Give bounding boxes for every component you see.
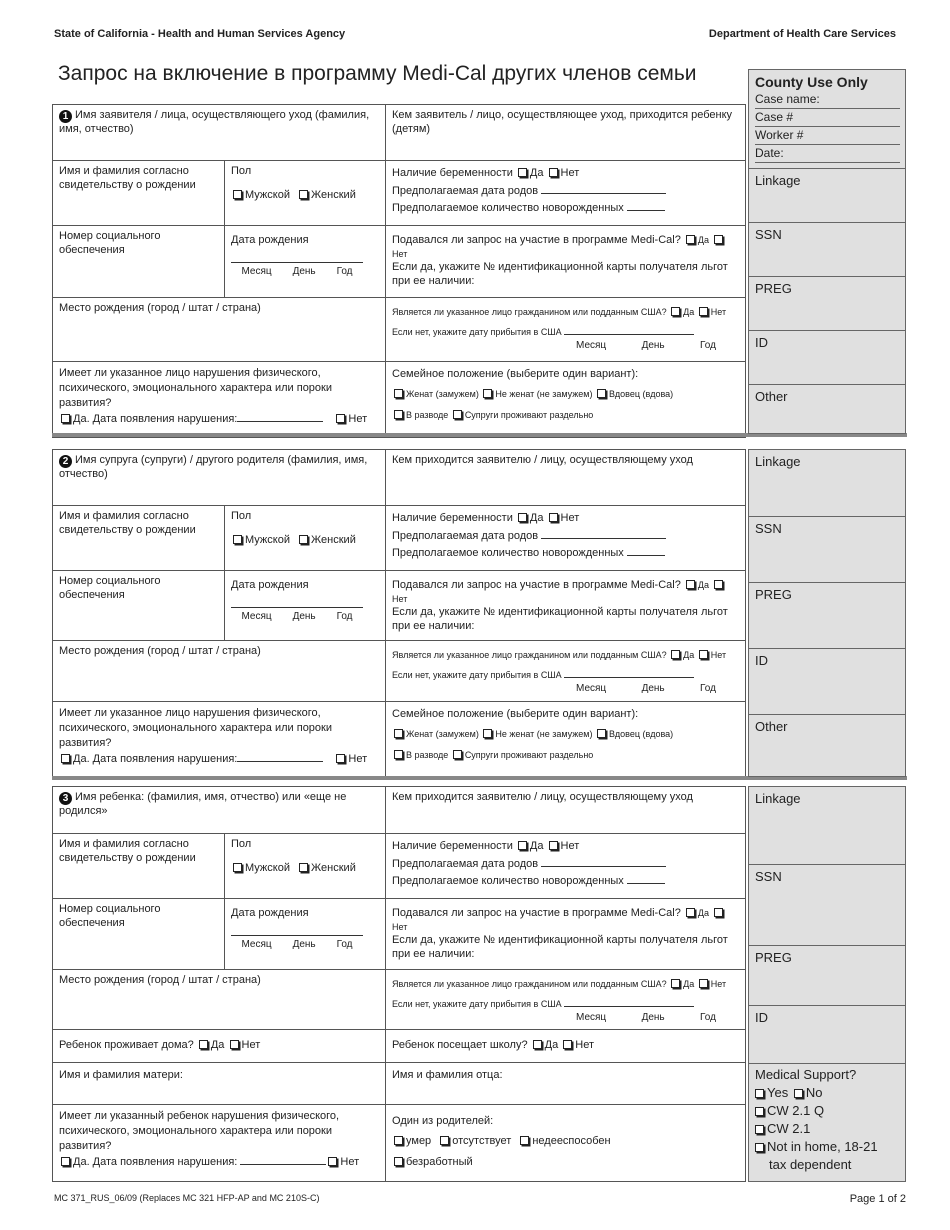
relation-label: Кем заявитель / лицо, осуществляющее уход, приходится ребенку (детям) (392, 109, 733, 135)
no-label: Нет (392, 248, 408, 259)
pregnancy-yes-checkbox[interactable] (518, 513, 527, 522)
unemployed-label: безработный (406, 1156, 473, 1168)
sex-label: Пол (231, 165, 252, 177)
day-label: День (641, 340, 665, 351)
yes-label: Да (683, 650, 695, 660)
page-title: Запрос на включение в программу Medi-Cal других членов семьи (58, 62, 697, 85)
agency-name: State of California - Health and Human Services Agency (54, 28, 346, 40)
father-name-label: Имя и фамилия отца: (392, 1069, 503, 1081)
yes-label: Да (697, 235, 710, 245)
separated-label: Супруги проживают раздельно (464, 750, 594, 760)
unemployed-checkbox[interactable] (394, 1157, 403, 1166)
month-label: Месяц (576, 683, 607, 694)
linkage-cell[interactable]: Linkage (755, 791, 801, 806)
no-label: Нет (710, 979, 727, 989)
arrival-field[interactable] (564, 334, 694, 335)
pregnancy-label: Наличие беременности (392, 840, 513, 852)
id-cell[interactable]: ID (749, 330, 905, 384)
yes-label: Да (544, 1039, 559, 1051)
babies-field[interactable] (627, 883, 665, 884)
medi-cal-no-checkbox[interactable] (714, 908, 723, 917)
male-checkbox[interactable] (233, 190, 242, 199)
divorced-label: В разводе (406, 410, 449, 420)
yes-label: Да (529, 167, 544, 179)
birth-name-field[interactable] (53, 834, 224, 898)
medical-support-yes-label: Yes (767, 1085, 789, 1100)
no-label: Нет (348, 753, 368, 765)
relation-label: Кем приходится заявителю / лицу, осуществляющему уход (392, 791, 693, 803)
day-label: День (292, 265, 316, 277)
sex-label: Пол (231, 510, 252, 522)
citizen-no-checkbox[interactable] (699, 979, 708, 988)
citizen-question: Является ли указанное лицо гражданином или подданным США? (392, 307, 667, 317)
medi-cal-no-checkbox[interactable] (714, 580, 723, 589)
lives-home-yes-checkbox[interactable] (199, 1040, 208, 1049)
pregnancy-yes-checkbox[interactable] (518, 168, 527, 177)
section-number-badge: 2 (59, 455, 72, 468)
ssn-field[interactable] (53, 899, 224, 969)
widowed-label: Вдовец (вдова) (609, 728, 674, 739)
married-checkbox[interactable] (394, 729, 403, 738)
year-label: Год (700, 340, 716, 351)
medical-support-no-label: No (805, 1085, 823, 1100)
babies-label: Предполагаемое количество новорожденных (392, 202, 624, 214)
no-label: Нет (241, 1039, 261, 1051)
lives-home-no-checkbox[interactable] (230, 1040, 239, 1049)
spouse-relation-field[interactable] (385, 450, 745, 505)
disability-yes-checkbox[interactable] (61, 754, 70, 763)
disability-yes-label: Да. Дата появления нарушения: (73, 753, 238, 765)
worker-number-field[interactable]: Worker # (755, 127, 900, 145)
single-label: Не женат (не замужем) (495, 388, 593, 399)
preg-cell[interactable]: PREG (749, 276, 905, 330)
dead-checkbox[interactable] (394, 1136, 403, 1145)
pregnancy-no-checkbox[interactable] (549, 168, 558, 177)
applicant-relation-field[interactable] (385, 105, 745, 160)
birth-name-label: Имя и фамилия согласно свидетельству о рождении (59, 165, 196, 191)
dob-field[interactable] (231, 921, 363, 936)
due-date-label: Предполагаемая дата родов (392, 184, 539, 197)
male-label: Мужской (245, 188, 290, 201)
birthplace-label: Место рождения (город / штат / страна) (59, 302, 261, 314)
female-label: Женский (311, 188, 356, 201)
due-date-field[interactable] (541, 538, 666, 539)
birth-name-field[interactable] (53, 506, 224, 570)
section-number-badge: 1 (59, 110, 72, 123)
ssn-cell[interactable]: SSN (749, 222, 905, 276)
arrival-label: Если нет, укажите дату прибытия в США (392, 326, 562, 337)
case-name-field[interactable]: Case name: (755, 91, 900, 109)
citizen-yes-checkbox[interactable] (671, 307, 680, 316)
preg-cell[interactable]: PREG (749, 582, 905, 648)
medical-support-no-checkbox[interactable] (794, 1089, 803, 1098)
child-name-label: Имя ребенка: (фамилия, имя, отчество) или «еще не родился» (59, 791, 347, 817)
female-checkbox[interactable] (299, 535, 308, 544)
female-checkbox[interactable] (299, 863, 308, 872)
medi-cal-id-label: Если да, укажите № идентификационной карты получателя льгот при ее наличии: (392, 261, 728, 287)
yes-label: Да (697, 580, 710, 590)
no-label: Нет (392, 593, 408, 604)
due-date-field[interactable] (541, 193, 666, 194)
disability-date-field[interactable] (237, 761, 323, 762)
medi-cal-id-label: Если да, укажите № идентификационной карты получателя льгот при ее наличии: (392, 606, 728, 632)
dob-label: Дата рождения (231, 907, 309, 919)
birth-name-label: Имя и фамилия согласно свидетельству о рождении (59, 510, 196, 536)
babies-field[interactable] (627, 555, 665, 556)
no-label: Нет (710, 650, 727, 660)
disability-yes-label: Да. Дата появления нарушения: (73, 413, 238, 425)
ssn-field[interactable] (53, 226, 224, 297)
section-3-child (52, 786, 746, 1182)
mother-name-field[interactable] (53, 1063, 385, 1104)
no-label: Нет (560, 840, 580, 852)
medical-support-label: Medical Support? (755, 1067, 857, 1082)
medi-cal-id-label: Если да, укажите № идентификационной карты получателя льгот при ее наличии: (392, 934, 728, 960)
marital-label: Семейное положение (выберите один вариант): (392, 368, 639, 380)
separated-checkbox[interactable] (453, 410, 462, 419)
yes-label: Да (529, 840, 544, 852)
ssn-label: Номер социального обеспечения (59, 903, 161, 929)
county-title: County Use Only (755, 74, 868, 90)
medi-cal-question: Подавался ли запрос на участие в программе Medi-Cal? (392, 907, 681, 919)
yes-label: Да (683, 979, 695, 989)
no-label: Нет (392, 921, 408, 932)
school-question: Ребенок посещает школу? (392, 1039, 528, 1051)
disability-no-checkbox[interactable] (328, 1157, 337, 1166)
dob-field[interactable] (231, 248, 363, 263)
babies-label: Предполагаемое количество новорожденных (392, 547, 624, 559)
dead-label: умер (406, 1134, 432, 1147)
linkage-cell[interactable]: Linkage (755, 454, 801, 469)
disability-yes-checkbox[interactable] (61, 414, 70, 423)
due-date-field[interactable] (541, 866, 666, 867)
sex-label: Пол (231, 838, 252, 850)
school-yes-checkbox[interactable] (533, 1040, 542, 1049)
month-label: Месяц (241, 610, 272, 622)
relation-label: Кем приходится заявителю / лицу, осуществляющему уход (392, 454, 693, 466)
month-label: Месяц (576, 1012, 607, 1023)
babies-field[interactable] (627, 210, 665, 211)
day-label: День (292, 938, 316, 950)
day-label: День (641, 1012, 665, 1023)
year-label: Год (700, 683, 716, 694)
medi-cal-question: Подавался ли запрос на участие в программе Medi-Cal? (392, 579, 681, 591)
single-checkbox[interactable] (483, 729, 492, 738)
pregnancy-no-checkbox[interactable] (549, 841, 558, 850)
ssn-label: Номер социального обеспечения (59, 575, 161, 601)
disabled-label: недееспособен (532, 1134, 611, 1147)
id-cell[interactable]: ID (749, 1005, 905, 1063)
medi-cal-yes-checkbox[interactable] (686, 908, 695, 917)
male-label: Мужской (245, 861, 290, 874)
birth-name-label: Имя и фамилия согласно свидетельству о рождении (59, 838, 196, 864)
ssn-label: Номер социального обеспечения (59, 230, 161, 256)
disability-question: Имеет ли указанный ребенок нарушения физического, психического, эмоционального характера или пороки развития? (59, 1110, 340, 1152)
child-name-field[interactable] (53, 787, 385, 833)
year-label: Год (700, 1012, 716, 1023)
divorced-checkbox[interactable] (394, 410, 403, 419)
arrival-label: Если нет, укажите дату прибытия в США (392, 998, 562, 1009)
linkage-cell[interactable]: Linkage (749, 168, 905, 222)
no-label: Нет (560, 512, 580, 524)
spouse-name-field[interactable] (53, 450, 385, 505)
arrival-label: Если нет, укажите дату прибытия в США (392, 669, 562, 680)
form-id: MC 371_RUS_06/09 (Replaces MC 321 HFP-AP and MC 210S-C) (54, 1193, 320, 1203)
disability-date-field[interactable] (237, 421, 323, 422)
female-label: Женский (311, 533, 356, 546)
child-relation-field[interactable] (385, 787, 745, 833)
male-checkbox[interactable] (233, 535, 242, 544)
married-label: Женат (замужем) (406, 728, 479, 739)
month-label: Месяц (241, 265, 272, 277)
birthplace-label: Место рождения (город / штат / страна) (59, 645, 261, 657)
citizen-question: Является ли указанное лицо гражданином или подданным США? (392, 979, 667, 989)
month-label: Месяц (576, 340, 607, 351)
month-label: Месяц (241, 938, 272, 950)
applicant-name-label: Имя заявителя / лица, осуществляющего уход (фамилия, имя, отчество) (59, 109, 370, 135)
no-label: Нет (560, 167, 580, 179)
disability-yes-checkbox[interactable] (61, 1157, 70, 1166)
disability-question: Имеет ли указанное лицо нарушения физического, психического, эмоционального характера или пороки развития? (59, 707, 333, 749)
ssn-cell[interactable]: SSN (749, 864, 905, 945)
dob-label: Дата рождения (231, 579, 309, 591)
separated-label: Супруги проживают раздельно (464, 410, 594, 420)
id-cell[interactable]: ID (749, 648, 905, 714)
not-in-home-label: Not in home, 18-21 (767, 1139, 878, 1154)
cw21-label: CW 2.1 (767, 1121, 811, 1136)
day-label: День (641, 683, 665, 694)
widowed-checkbox[interactable] (597, 389, 606, 398)
medical-support-yes-checkbox[interactable] (755, 1089, 764, 1098)
section-1-applicant (52, 104, 746, 438)
other-cell[interactable]: Other (749, 384, 905, 433)
school-no-checkbox[interactable] (563, 1040, 572, 1049)
medi-cal-yes-checkbox[interactable] (686, 580, 695, 589)
divorced-checkbox[interactable] (394, 750, 403, 759)
yes-label: Да (697, 908, 710, 918)
widowed-label: Вдовец (вдова) (609, 388, 674, 399)
no-label: Нет (340, 1156, 360, 1168)
section-number-badge: 3 (59, 792, 72, 805)
not-in-home-checkbox[interactable] (755, 1143, 764, 1152)
marital-label: Семейное положение (выберите один вариант): (392, 708, 639, 720)
preg-cell[interactable]: PREG (749, 945, 905, 1005)
section-2-side-panel (748, 449, 906, 777)
yes-label: Да (529, 512, 544, 524)
medi-cal-yes-checkbox[interactable] (686, 235, 695, 244)
day-label: День (292, 610, 316, 622)
disability-yes-label: Да. Дата появления нарушения: (73, 1156, 238, 1168)
lives-home-question: Ребенок проживает дома? (59, 1039, 194, 1051)
birthplace-field[interactable] (53, 298, 385, 361)
married-checkbox[interactable] (394, 389, 403, 398)
citizen-question: Является ли указанное лицо гражданином или подданным США? (392, 650, 667, 660)
parent-status-label: Один из родителей: (392, 1115, 494, 1127)
medi-cal-question: Подавался ли запрос на участие в программе Medi-Cal? (392, 234, 681, 246)
year-label: Год (336, 610, 353, 622)
yes-label: Да (683, 307, 695, 317)
page-number: Page 1 of 2 (849, 1193, 906, 1205)
dob-field[interactable] (231, 593, 363, 608)
dob-label: Дата рождения (231, 234, 309, 246)
father-name-field[interactable] (385, 1063, 745, 1104)
pregnancy-no-checkbox[interactable] (549, 513, 558, 522)
birth-name-field[interactable] (53, 161, 224, 225)
female-label: Женский (311, 861, 356, 874)
applicant-name-field[interactable] (53, 105, 385, 160)
citizen-no-checkbox[interactable] (699, 650, 708, 659)
disability-date-field[interactable] (240, 1164, 326, 1165)
citizen-no-checkbox[interactable] (699, 307, 708, 316)
other-cell[interactable]: Other (749, 714, 905, 776)
spouse-name-label: Имя супруга (супруги) / другого родителя (фамилия, имя, отчество) (59, 454, 368, 480)
cw21q-label: CW 2.1 Q (767, 1103, 825, 1118)
disability-no-checkbox[interactable] (336, 754, 345, 763)
citizen-yes-checkbox[interactable] (671, 650, 680, 659)
married-label: Женат (замужем) (406, 388, 479, 399)
arrival-field[interactable] (564, 1006, 694, 1007)
case-number-field[interactable]: Case # (755, 109, 900, 127)
section-3-side-panel (748, 786, 906, 1182)
female-checkbox[interactable] (299, 190, 308, 199)
mother-name-label: Имя и фамилия матери: (59, 1069, 183, 1081)
ssn-field[interactable] (53, 571, 224, 640)
date-field[interactable]: Date: (755, 145, 900, 163)
absent-checkbox[interactable] (440, 1136, 449, 1145)
birthplace-field[interactable] (53, 641, 385, 701)
male-label: Мужской (245, 533, 290, 546)
no-label: Нет (348, 413, 368, 425)
pregnancy-label: Наличие беременности (392, 167, 513, 179)
divorced-label: В разводе (406, 750, 449, 760)
babies-label: Предполагаемое количество новорожденных (392, 875, 624, 887)
no-label: Нет (575, 1039, 595, 1051)
citizen-yes-checkbox[interactable] (671, 979, 680, 988)
medi-cal-no-checkbox[interactable] (714, 235, 723, 244)
cw21-checkbox[interactable] (755, 1125, 764, 1134)
widowed-checkbox[interactable] (597, 729, 606, 738)
county-use-panel (748, 69, 906, 434)
separated-checkbox[interactable] (453, 750, 462, 759)
ssn-cell[interactable]: SSN (749, 516, 905, 582)
tax-dependent-label: tax dependent (769, 1157, 852, 1172)
cw21q-checkbox[interactable] (755, 1107, 764, 1116)
yes-label: Да (210, 1039, 225, 1051)
disability-no-checkbox[interactable] (336, 414, 345, 423)
pregnancy-label: Наличие беременности (392, 512, 513, 524)
single-label: Не женат (не замужем) (495, 728, 593, 739)
arrival-field[interactable] (564, 677, 694, 678)
department-name: Department of Health Care Services (708, 28, 896, 40)
year-label: Год (336, 265, 353, 277)
absent-label: отсутствует (452, 1134, 512, 1147)
single-checkbox[interactable] (483, 389, 492, 398)
pregnancy-yes-checkbox[interactable] (518, 841, 527, 850)
disability-question: Имеет ли указанное лицо нарушения физического, психического, эмоционального характера или пороки развития? (59, 367, 333, 409)
year-label: Год (336, 938, 353, 950)
male-checkbox[interactable] (233, 863, 242, 872)
disabled-checkbox[interactable] (520, 1136, 529, 1145)
birthplace-field[interactable] (53, 970, 385, 1029)
no-label: Нет (710, 307, 727, 317)
due-date-label: Предполагаемая дата родов (392, 857, 539, 870)
birthplace-label: Место рождения (город / штат / страна) (59, 974, 261, 986)
due-date-label: Предполагаемая дата родов (392, 529, 539, 542)
section-2-spouse (52, 449, 746, 777)
